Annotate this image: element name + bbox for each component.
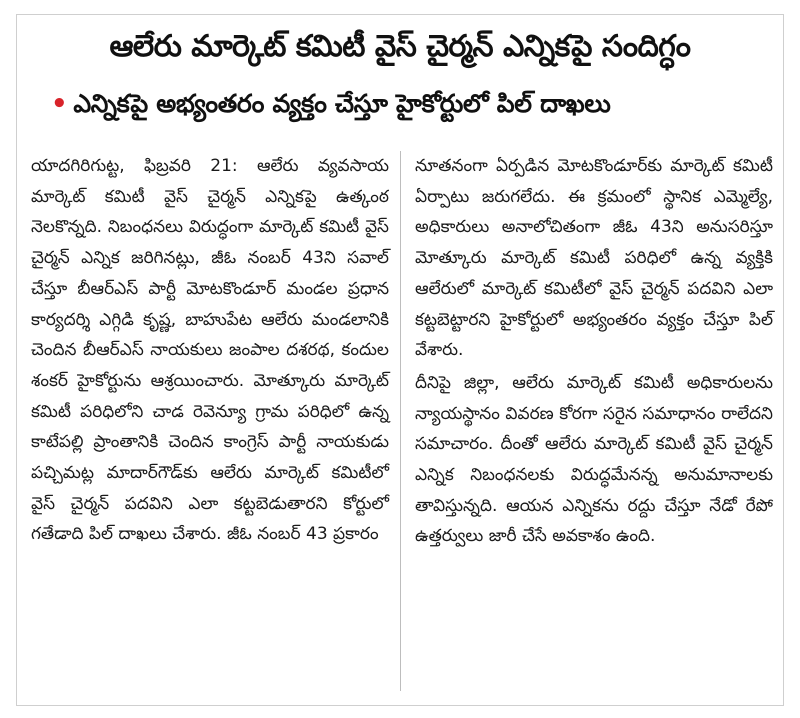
left-paragraph-1: యాదగిరిగుట్ట, ఫిబ్రవరి 21: ఆలేరు వ్యవసాయ మార్కెట్ కమిటీ వైస్ చైర్మన్ ఎన్నికపై ఉత్కంఠ నెలకొన్నది. నిబంధనలు విరుద్ధంగా మార్కెట్ కమిటీ వైస్ చైర్మన్ ఎన్నిక జరిగినట్లు, జీఓ నంబర్ 43ని సవాల్ చేస్తూ బీఆర్ఎస్ పార్టీ మోటకొండూర్ మండల ప్రధాన కార్యదర్శి ఎగ్గిడి కృష్ణ, బాహుపేట ఆలేరు మండలానికి చెందిన బీఆర్ఎస్ నాయకులు జంపాల దశరథ, కందుల శంకర్ హైకోర్టును ఆశ్రయించారు. మోత్కూరు మార్కెట్ కమిటీ పరిధిలోని చాడ రెవెన్యూ గ్రామ పరిధిలో ఉన్న కాటేపల్లి ప్రాంతానికి చెందిన కాంగ్రెస్ పార్టీ నాయకుడు పచ్చిమట్ల మాదార్‌గౌడ్‌కు ఆలేరు మార్కెట్ కమిటీలో వైస్ చైర్మన్ పదవిని ఎలా కట్టబెడుతారని కోర్టులో గతేడాది పిల్ దాఖలు చేశారు. జీఓ నంబర్ 43 ప్రకారం: [31, 156, 389, 545]
column-divider: [400, 151, 401, 691]
subheadline: ఎన్నికపై అభ్యంతరం వ్యక్తం చేస్తూ హైకోర్టులో పిల్ దాఖలు: [73, 89, 611, 118]
left-column: [31, 151, 389, 550]
subheadline-row: [51, 87, 610, 121]
news-clipping: [16, 14, 784, 706]
right-paragraph-2: దీనిపై జిల్లా, ఆలేరు మార్కెట్ కమిటీ అధికారులను న్యాయస్థానం వివరణ కోరగా సరైన సమాధానం రాలేదని సమాచారం. దీంతో ఆలేరు మార్కెట్ కమిటీ వైస్ చైర్మన్ ఎన్నిక నిబంధనలకు విరుద్ధమేనన్న అనుమానాలకు తావిస్తున్నది. ఆయన ఎన్నికను రద్దు చేస్తూ నేడో రేపో ఉత్తర్వులు జారీ చేసే అవకాశం ఉంది.: [415, 372, 773, 547]
headline: ఆలేరు మార్కెట్ కమిటీ వైస్ చైర్మన్ ఎన్నికపై సందిగ్ధం: [109, 29, 691, 64]
right-paragraph-1: నూతనంగా ఏర్పడిన మోటకొండూర్‌కు మార్కెట్ కమిటీ ఏర్పాటు జరుగలేదు. ఈ క్రమంలో స్థానిక ఎమ్మెల్యే, అధికారులు అనాలోచితంగా జీఓ 43ని అనుసరిస్తూ మోత్కూరు మార్కెట్ కమిటీ పరిధిలో ఉన్న వ్యక్తికి ఆలేరులో మార్కెట్ కమిటీలో వైస్ చైర్మన్ పదవిని ఎలా కట్టబెట్టారని హైకోర్టులో అభ్యంతరం వ్యక్తం చేస్తూ పిల్ వేశారు.: [415, 156, 773, 361]
bullet-icon: •: [51, 89, 68, 119]
right-column: [415, 151, 773, 552]
